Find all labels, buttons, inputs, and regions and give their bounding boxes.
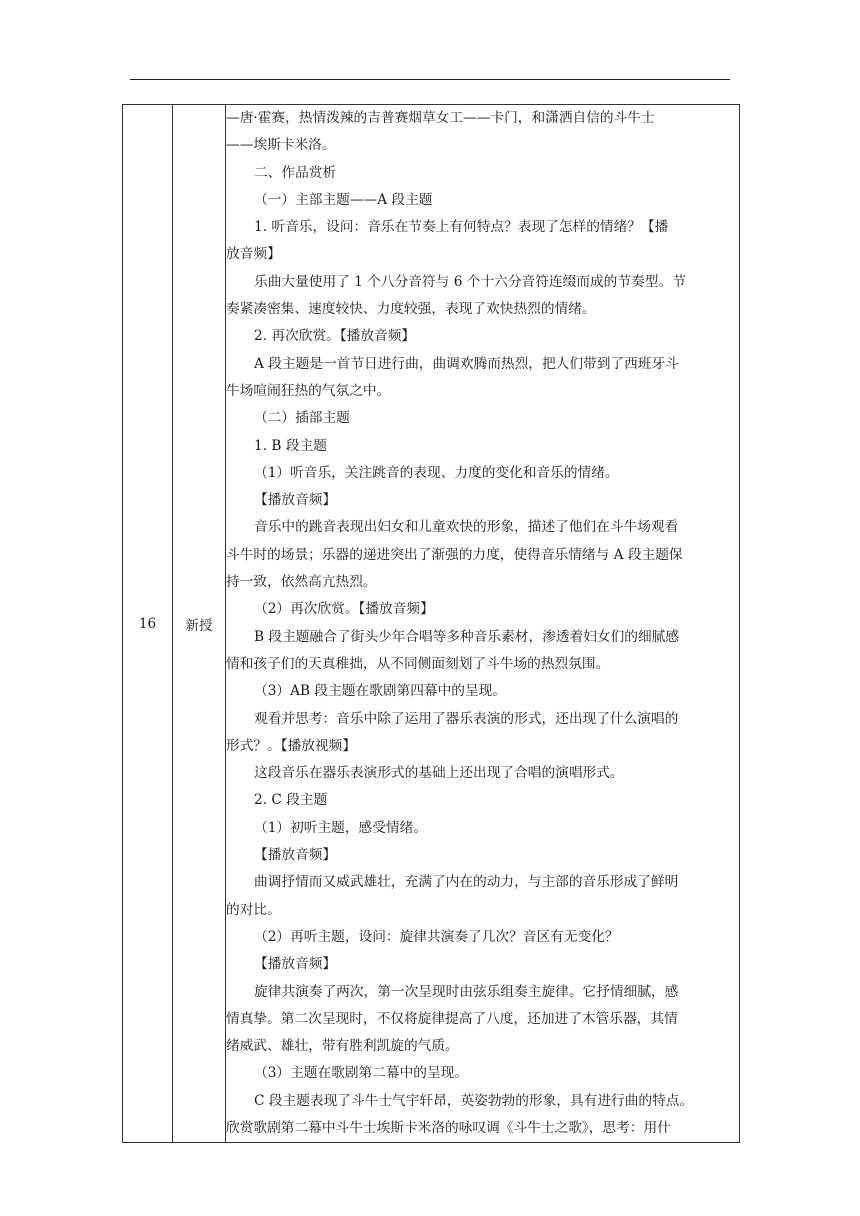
content-line: （3）AB 段主题在歌剧第四幕中的呈现。 [254, 683, 507, 700]
content-line: （1）初听主题，感受情绪。 [254, 819, 427, 836]
content-line: 的对比。 [226, 901, 281, 918]
content-line: 1. B 段主题 [254, 437, 327, 454]
content-line: —唐·霍赛，热情泼辣的吉普赛烟草女工——卡门，和潇洒自信的斗牛士 [226, 110, 655, 126]
content-line: A 段主题是一首节日进行曲，曲调欢腾而热烈，把人们带到了西班牙斗 [254, 355, 679, 372]
content-line: 乐曲大量使用了 1 个八分音符与 6 个十六分音符连缀而成的节奏型。节 [254, 273, 686, 290]
content-line: 持一致，依然高亢热烈。 [226, 574, 377, 591]
content-line: （1）听音乐，关注跳音的表现、力度的变化和音乐的情绪。 [254, 464, 619, 481]
content-line: （3）主题在歌剧第二幕中的呈现。 [254, 1065, 469, 1082]
content-line: 【播放音频】 [254, 492, 337, 509]
content-lines [226, 105, 739, 1142]
content-line: 【播放音频】 [254, 847, 337, 864]
content-cell [226, 105, 740, 1143]
content-line: 旋律共演奏了两次，第一次呈现时由弦乐组奏主旋律。它抒情细腻，感 [254, 983, 679, 1000]
content-line: 欣赏歌剧第二幕中斗牛士埃斯卡米洛的咏叹调《斗牛士之歌》，思考：用什 [226, 1119, 671, 1136]
content-line: 绪威武、雄壮，带有胜利凯旋的气质。 [226, 1038, 459, 1055]
content-line: 牛场喧闹狂热的气氛之中。 [226, 382, 391, 399]
content-line: （2）再次欣赏。【播放音频】 [254, 601, 434, 618]
content-line: （二）插部主题 [254, 410, 350, 427]
content-line: 1. 听音乐，设问：音乐在节奏上有何特点？表现了怎样的情绪？【播 [254, 219, 669, 236]
phase-cell [173, 105, 226, 1143]
content-line: 斗牛时的场景；乐器的递进突出了渐强的力度，使得音乐情绪与 A 段主题保 [226, 546, 683, 563]
row-number-cell [123, 105, 173, 1143]
content-line: （2）再听主题，设问：旋律共演奏了几次？音区有无变化？ [254, 928, 619, 945]
content-line: 情和孩子们的天真稚拙，从不同侧面刻划了斗牛场的热烈氛围。 [226, 655, 610, 672]
content-line: 奏紧凑密集、速度较快、力度较强，表现了欢快热烈的情绪。 [226, 301, 596, 318]
row-number: 16 [138, 615, 157, 632]
content-line: B 段主题融合了街头少年合唱等多种音乐素材，渗透着妇女们的细腻感 [254, 628, 680, 645]
content-line: 观看并思考：音乐中除了运用了器乐表演的形式，还出现了什么演唱的 [254, 710, 679, 727]
table-row [123, 105, 740, 1143]
phase-label: 新授 [185, 617, 213, 634]
header-rule [130, 79, 730, 80]
content-line: 2. C 段主题 [254, 792, 328, 809]
content-line: 二、作品赏析 [254, 164, 337, 181]
content-line: 放音频】 [226, 246, 281, 263]
content-line: 音乐中的跳音表现出妇女和儿童欢快的形象，描述了他们在斗牛场观看 [254, 519, 679, 536]
content-line: 形式？。【播放视频】 [226, 737, 357, 754]
content-line: （一）主部主题——A 段主题 [254, 191, 433, 208]
content-line: 2. 再次欣赏。【播放音频】 [254, 328, 416, 345]
content-line: 曲调抒情而又威武雄壮，充满了内在的动力，与主部的音乐形成了鲜明 [254, 874, 679, 891]
content-line: 【播放音频】 [254, 956, 337, 973]
content-line: ——埃斯卡米洛。 [226, 137, 336, 154]
content-line: C 段主题表现了斗牛士气宇轩昂，英姿勃勃的形象，具有进行曲的特点。 [254, 1092, 694, 1109]
lesson-table [122, 104, 740, 1143]
content-line: 这段音乐在器乐表演形式的基础上还出现了合唱的演唱形式。 [254, 765, 624, 782]
content-line: 情真挚。第二次呈现时，不仅将旋律提高了八度，还加进了木管乐器，其情 [226, 1010, 678, 1027]
